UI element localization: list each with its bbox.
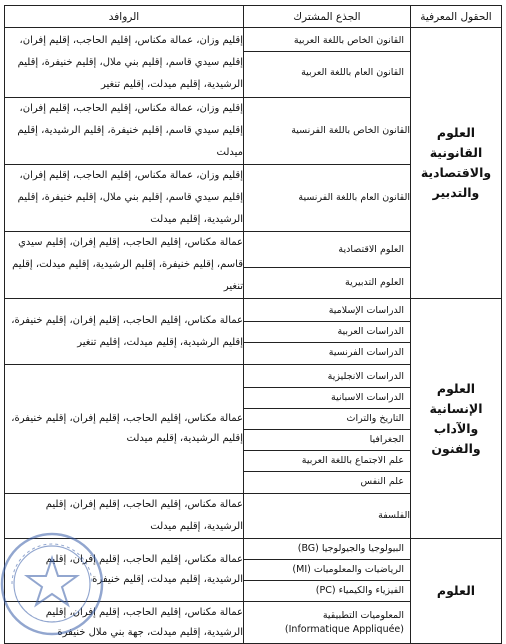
header-branches: الروافد xyxy=(5,6,244,28)
core-item: الدراسات الاسبانية xyxy=(244,388,410,409)
core-item: العلوم التدبيرية xyxy=(345,276,404,288)
core-cell xyxy=(244,602,411,644)
table-row xyxy=(5,299,502,365)
field-cell-law: العلوم القانونية والاقتصادية والتدبير xyxy=(411,28,502,299)
header-row xyxy=(5,6,502,28)
programs-table xyxy=(4,5,502,644)
core-item: القانون العام باللغة الفرنسية xyxy=(244,165,411,232)
core-item: المعلوميات التطبيقية xyxy=(322,609,404,621)
table-row xyxy=(5,28,502,98)
core-item: الدراسات العربية xyxy=(244,322,410,343)
document-page xyxy=(4,5,502,636)
core-item: علم النفس xyxy=(360,475,404,487)
core-cell xyxy=(244,299,411,365)
branches-cell: إقليم وزان، عمالة مكناس، إقليم الحاجب، إقليم إفران، إقليم سيدي قاسم، إقليم بني ملال، إقليم خنيفرة، إقليم الرشيدية، إقليم ميدلت، إقليم تنغير xyxy=(5,28,244,98)
header-fields: الحقول المعرفية xyxy=(411,6,502,28)
branches-cell: عمالة مكناس، إقليم الحاجب، إقليم إفران، إقليم الرشيدية، إقليم ميدلت، جهة بني ملال خنيفرة xyxy=(5,602,244,644)
branches-cell: عمالة مكناس، إقليم الحاجب، إقليم إفران، إقليم خنيفرة، إقليم الرشيدية، إقليم ميدلت، إقليم تنغير xyxy=(5,299,244,365)
core-item: الفلسفة xyxy=(244,494,411,539)
branches-cell: إقليم وزان، عمالة مكناس، إقليم الحاجب، إقليم إفران، إقليم سيدي قاسم، إقليم بني ملال، إقليم خنيفرة، إقليم الرشيدية، إقليم ميدلت xyxy=(5,165,244,232)
core-cell xyxy=(244,539,411,602)
core-item: الدراسات الانجليزية xyxy=(244,367,410,388)
core-item: (Informatique Appliquée) xyxy=(284,623,404,635)
core-cell xyxy=(244,28,411,98)
core-item: التاريخ والتراث xyxy=(244,409,410,430)
core-item: القانون الخاص باللغة العربية xyxy=(244,31,410,52)
branches-cell: عمالة مكناس، إقليم الحاجب، إقليم إفران، إقليم خنيفرة، إقليم الرشيدية، إقليم ميدلت xyxy=(5,365,244,494)
field-cell-sciences: العلوم xyxy=(411,539,502,644)
core-cell xyxy=(244,232,411,299)
branches-cell: عمالة مكناس، إقليم الحاجب، إقليم إفران، إقليم الرشيدية، إقليم ميدلت، إقليم خنيفرة xyxy=(5,539,244,602)
branches-cell: عمالة مكناس، إقليم الحاجب، إقليم إفران، إقليم الرشيدية، إقليم ميدلت xyxy=(5,494,244,539)
table-row xyxy=(5,539,502,602)
core-item: البيولوجيا والجيولوجيا (BG) xyxy=(244,539,410,560)
branches-cell: عمالة مكناس، إقليم الحاجب، إقليم إفران، إقليم سيدي قاسم، إقليم خنيفرة، إقليم الرشيدية، إقليم ميدلت، إقليم تنغير xyxy=(5,232,244,299)
core-item: الفيزياء والكيمياء (PC) xyxy=(315,585,404,596)
header-core: الجذع المشترك xyxy=(244,6,411,28)
core-cell xyxy=(244,365,411,494)
field-cell-humanities: العلوم الإنسانية والآداب والفنون xyxy=(411,299,502,539)
core-item: علم الاجتماع باللغة العربية xyxy=(244,451,410,472)
core-item: الدراسات الفرنسية xyxy=(328,346,404,358)
core-item: الدراسات الإسلامية xyxy=(244,301,410,322)
branches-cell: إقليم وزان، عمالة مكناس، إقليم الحاجب، إقليم إفران، إقليم سيدي قاسم، إقليم خنيفرة، إقليم الرشيدية، إقليم ميدلت xyxy=(5,98,244,165)
core-item: القانون العام باللغة العربية xyxy=(301,67,404,78)
core-item: الجغرافيا xyxy=(244,430,410,451)
core-item: الرياضيات والمعلوميات (MI) xyxy=(244,560,410,581)
core-item: القانون الخاص باللغة الفرنسية xyxy=(244,98,411,165)
core-item: العلوم الاقتصادية xyxy=(244,233,410,268)
